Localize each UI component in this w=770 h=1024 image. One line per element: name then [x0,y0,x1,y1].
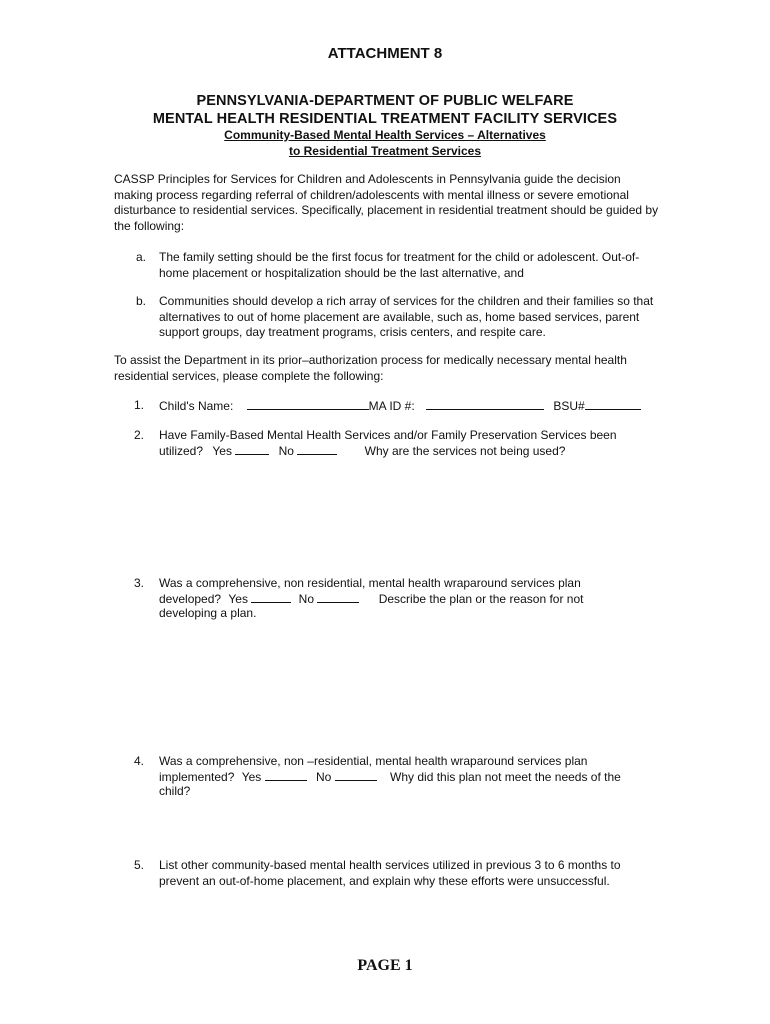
q4-line-1: Was a comprehensive, non –residential, mental health wraparound services plan [159,754,588,768]
assist-paragraph: To assist the Department in its prior–authorization process for medically necessary mental health residential services, please complete the following: [114,353,627,383]
q4-number: 4. [134,754,145,768]
q4-no-field[interactable] [335,769,377,781]
q2-no-field[interactable] [297,443,337,455]
q2-utilized-label: utilized? [159,444,204,458]
q5-answer-area[interactable] [159,893,659,948]
q3-number: 3. [134,576,145,590]
q2-why-label: Why are the services not being used? [364,444,566,458]
q4-line-3: child? [159,784,191,798]
q3-developed-label: developed? [159,592,222,606]
q3-yes-label: Yes [228,592,248,606]
bsu-label: BSU# [553,399,585,413]
q2-answer-area[interactable] [159,465,659,565]
subtitle-line-2: to Residential Treatment Services [288,144,482,158]
q3-line-3: developing a plan. [159,606,257,620]
q5-number: 5. [134,858,145,872]
principle-a-text: The family setting should be the first focus for treatment for the child or adolescent. Out-of- home placement or hospitalization should be the last alternative, and [159,250,640,280]
q4-answer-area[interactable] [159,806,659,851]
child-name-field[interactable] [247,398,369,410]
bsu-field[interactable] [585,398,641,410]
principle-a-label: a. [136,250,147,264]
q4-yes-field[interactable] [265,769,307,781]
q3-no-field[interactable] [317,591,359,603]
subtitle-line-1: Community-Based Mental Health Services – Alternatives [224,128,546,142]
ma-id-field[interactable] [426,398,544,410]
q3-line-1: Was a comprehensive, non residential, mental health wraparound services plan [159,576,581,590]
principle-b-label: b. [136,294,147,308]
q5-text: List other community-based mental health services utilized in previous 3 to 6 months to prevent an out-of-home placement, and explain why these efforts were unsuccessful. [159,858,621,888]
q4-line-2 [159,769,621,786]
q4-no-label: No [315,770,332,784]
q4-implemented-label: implemented? [159,770,235,784]
q3-answer-area[interactable] [159,628,659,743]
q4-yes-label: Yes [241,770,262,784]
q3-yes-field[interactable] [251,591,291,603]
page-number: PAGE 1 [357,957,413,974]
attachment-label: ATTACHMENT 8 [327,45,443,62]
q2-yes-label: Yes [212,444,232,458]
department-title: PENNSYLVANIA-DEPARTMENT OF PUBLIC WELFARE [196,93,574,109]
child-name-label: Child's Name: [159,399,234,413]
ma-id-label: MA ID #: [368,399,415,413]
facility-title: MENTAL HEALTH RESIDENTIAL TREATMENT FACILITY SERVICES [152,111,618,127]
q1-row [159,398,641,415]
q4-why-label: Why did this plan not meet the needs of the [390,770,621,784]
q3-no-label: No [298,592,315,606]
q2-number: 2. [134,428,145,442]
intro-paragraph: CASSP Principles for Services for Children and Adolescents in Pennsylvania guide the decision making process regarding referral of children/adolescents with mental illness or severe emotional disturbance to residential services. Specifically, placement in residential treatment should be guided by the following: [114,172,659,233]
q2-line-1: Have Family-Based Mental Health Services and/or Family Preservation Services been [159,428,617,442]
q1-number: 1. [134,398,145,412]
q2-yes-field[interactable] [235,443,269,455]
principle-b-text: Communities should develop a rich array of services for the children and their families so that alternatives to out of home placement are available, such as, home based services, parent support groups, day treatment programs, crisis centers, and respite care. [159,294,654,339]
q2-no-label: No [278,444,294,458]
q2-line-2 [159,443,565,460]
q3-describe-label: Describe the plan or the reason for not [378,592,584,606]
